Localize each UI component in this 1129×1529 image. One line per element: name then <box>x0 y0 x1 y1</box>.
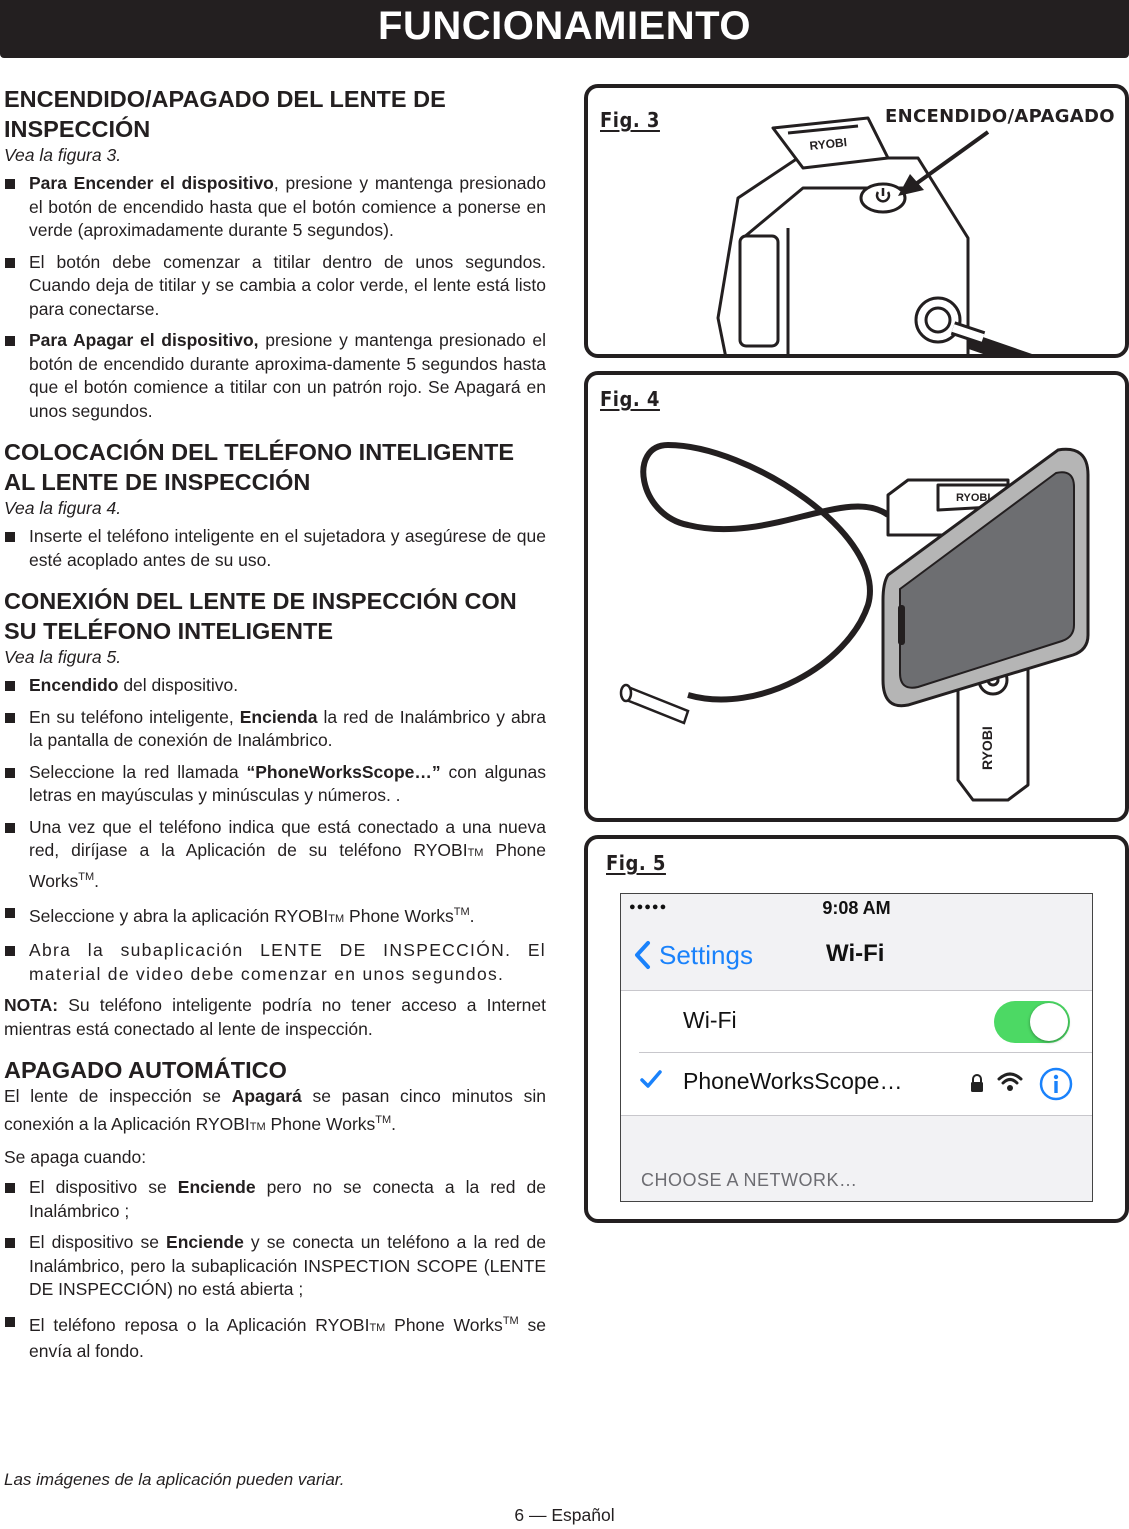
auto-off-paragraph <box>4 1085 546 1139</box>
item-text: se envía al fondo. <box>29 1314 546 1362</box>
list-item <box>4 1176 546 1223</box>
list-item <box>4 901 546 931</box>
trademark: TM <box>249 1120 266 1133</box>
network-row[interactable] <box>621 1053 1092 1115</box>
status-time: 9:08 AM <box>822 898 891 918</box>
trademark: TM <box>369 1321 386 1334</box>
figure-4-label: Fig. 4 <box>600 387 660 411</box>
settings-back-button[interactable]: Settings <box>659 940 753 970</box>
list-item <box>4 251 546 322</box>
bold-text: “PhoneWorksScope…” <box>246 761 441 782</box>
wifi-settings-group <box>621 990 1092 1116</box>
choose-network-header: CHOOSE A NETWORK… <box>641 1170 858 1190</box>
section-title-connection: CONEXIÓN DEL LENTE DE INSPECCIÓN CON SU TELÉFONO INTELIGENTE <box>4 588 517 644</box>
page-number: 6 — Español <box>514 1505 615 1525</box>
item-text: con algunas letras en mayúsculas y minúsculas y números. . <box>29 761 546 805</box>
checkmark-icon <box>639 1067 663 1091</box>
item-text: Seleccione la red llamada <box>29 761 247 782</box>
chevron-left-icon[interactable] <box>633 940 651 970</box>
callout-arrow <box>913 132 988 186</box>
lock-icon <box>969 1073 985 1093</box>
wifi-toggle[interactable] <box>994 1001 1070 1043</box>
auto-off-list <box>4 1176 546 1363</box>
item-text: Seleccione y abra la aplicación RYOBI <box>29 905 329 926</box>
trademark: TM <box>453 905 470 918</box>
bullet-square-icon <box>5 681 15 691</box>
bold-text: Encendido <box>29 675 119 695</box>
trademark: TM <box>375 1113 392 1126</box>
list-item <box>4 761 546 808</box>
trademark: TM <box>467 847 484 859</box>
item-text: . <box>469 905 475 926</box>
signal-dots-icon: ●●●●● <box>629 901 668 913</box>
note-text: Su teléfono inteligente podría no tener acceso a Internet mientras está conectado al lente de inspección. <box>4 995 546 1039</box>
list-item <box>4 1231 546 1302</box>
item-text: El dispositivo se <box>29 1177 178 1198</box>
list-item <box>4 816 546 893</box>
power-steps-list <box>4 172 546 423</box>
fig4-brand-top: RYOBI <box>956 492 991 504</box>
section-title-power: ENCENDIDO/APAGADO DEL LENTE DE INSPECCIÓN <box>4 86 446 142</box>
item-text: El botón debe comenzar a titilar dentro de unos segundos. Cuando deja de titilar y se cambia a color verde, el lente está listo para conectarse. <box>29 251 546 319</box>
para-text: se pasan cinco minutos sin conexión a la Aplicación RYOBI <box>4 1086 546 1134</box>
item-text: El dispositivo se <box>29 1232 167 1253</box>
info-icon[interactable] <box>1039 1067 1073 1101</box>
para-text: Phone Works <box>265 1113 376 1134</box>
item-text: y se conecta un teléfono a la red de Inalámbrico, pero la subaplicación INSPECTION SCOPE (LENTE DE INSPECCIÓN) no está abierta ; <box>29 1232 546 1300</box>
bullet-square-icon <box>5 1317 15 1327</box>
para-text: El lente de inspección se <box>4 1086 232 1107</box>
item-text: del dispositivo. <box>118 675 239 695</box>
nav-bar <box>621 934 1092 984</box>
wifi-toggle-row <box>621 991 1092 1051</box>
trademark: TM <box>78 870 95 883</box>
power-button-callout: ENCENDIDO/APAGADO <box>885 106 1115 127</box>
list-item <box>4 172 546 243</box>
item-text: , presione y mantenga presionado el botón de encendido hasta que el botón comience a ponerse en verde (aproximadamente durante 5 segundos). <box>29 173 546 240</box>
instructions-column <box>4 84 546 1372</box>
bold-text: Enciende <box>166 1232 244 1253</box>
bullet-square-icon <box>5 1183 15 1193</box>
bullet-square-icon <box>5 258 15 268</box>
list-item <box>4 939 546 986</box>
bullet-square-icon <box>5 908 15 918</box>
figure-5-label: Fig. 5 <box>606 851 666 875</box>
item-text: . <box>94 870 100 891</box>
list-item <box>4 329 546 423</box>
see-figure-5: Vea la figura 5. <box>4 647 122 667</box>
bold-text: Apagará <box>231 1086 302 1107</box>
fig3-brand-text: RYOBI <box>808 135 848 153</box>
attach-steps-list <box>4 525 546 572</box>
connection-steps-list <box>4 674 546 986</box>
figure-4-box <box>584 371 1129 822</box>
fig4-brand-body: RYOBI <box>979 726 995 770</box>
bold-text: Encienda <box>239 706 318 727</box>
item-text: la red de Inalámbrico y abra la pantalla de conexión de Inalámbrico. <box>29 706 546 750</box>
camera-with-phone-illustration <box>588 375 1129 822</box>
list-item <box>4 706 546 753</box>
trademark: TM <box>328 912 345 925</box>
note-paragraph <box>4 994 546 1041</box>
wifi-label: Wi-Fi <box>683 1007 737 1033</box>
bold-text: Para Encender el dispositivo <box>29 173 274 193</box>
item-text: Abra la subaplicación LENTE DE INSPECCIÓN. El material de video debe comenzar en unos segundos. <box>29 940 546 984</box>
list-item <box>4 674 546 698</box>
wifi-signal-icon <box>997 1071 1023 1093</box>
inspection-camera-top-illustration <box>588 88 1129 358</box>
item-text: En su teléfono inteligente, <box>29 706 240 727</box>
bold-text: Enciende <box>177 1177 256 1198</box>
bullet-square-icon <box>5 336 15 346</box>
page-title: FUNCIONAMIENTO <box>378 4 751 48</box>
bullet-square-icon <box>5 768 15 778</box>
note-label: NOTA: <box>4 995 59 1016</box>
toggle-knob <box>1030 1003 1068 1041</box>
bullet-square-icon <box>5 179 15 189</box>
section-title-phone-attach: COLOCACIÓN DEL TELÉFONO INTELIGENTE AL LENTE DE INSPECCIÓN <box>4 439 515 495</box>
network-name: PhoneWorksScope… <box>683 1068 903 1094</box>
page-banner <box>0 0 1129 58</box>
section-title-auto-off: APAGADO AUTOMÁTICO <box>4 1057 287 1084</box>
phone-wifi-screen <box>620 893 1093 1202</box>
app-images-caption: Las imágenes de la aplicación pueden variar. <box>4 1470 345 1489</box>
item-text: Phone Works <box>344 905 454 926</box>
status-bar <box>621 894 1092 924</box>
item-text: Una vez que el teléfono indica que está conectado a una nueva red, diríjase a la Aplicación de su teléfono RYOBI <box>29 816 546 860</box>
para-text: . <box>391 1113 397 1134</box>
bullet-square-icon <box>5 1238 15 1248</box>
bullet-square-icon <box>5 713 15 723</box>
figure-3-label: Fig. 3 <box>600 108 660 132</box>
item-text: Phone Works <box>385 1314 503 1335</box>
item-text: presione y mantenga presionado el botón de encendido durante aproxima-damente 5 segundos hasta que el botón comience a titilar con un patrón rojo. Se Apagará en unos segundos. <box>29 330 546 421</box>
item-text: pero no se conecta a la red de Inalámbrico ; <box>29 1177 546 1221</box>
list-item <box>4 1310 546 1364</box>
item-text: El teléfono reposa o la Aplicación RYOBI <box>29 1314 370 1335</box>
bullet-square-icon <box>5 532 15 542</box>
nav-title: Wi-Fi <box>826 940 885 967</box>
list-item <box>4 525 546 572</box>
see-figure-4: Vea la figura 4. <box>4 498 122 518</box>
figure-3-box <box>584 84 1129 358</box>
trademark: TM <box>502 1314 519 1327</box>
item-text: Inserte el teléfono inteligente en el sujetadora y asegúrese de que esté acoplado antes de su uso. <box>29 526 546 570</box>
bold-text: Para Apagar el dispositivo, <box>29 330 259 350</box>
bullet-square-icon <box>5 946 15 956</box>
auto-off-conditions-intro: Se apaga cuando: <box>4 1146 147 1167</box>
item-text: Phone Works <box>29 840 547 891</box>
see-figure-3: Vea la figura 3. <box>4 145 122 165</box>
bullet-square-icon <box>5 823 15 833</box>
